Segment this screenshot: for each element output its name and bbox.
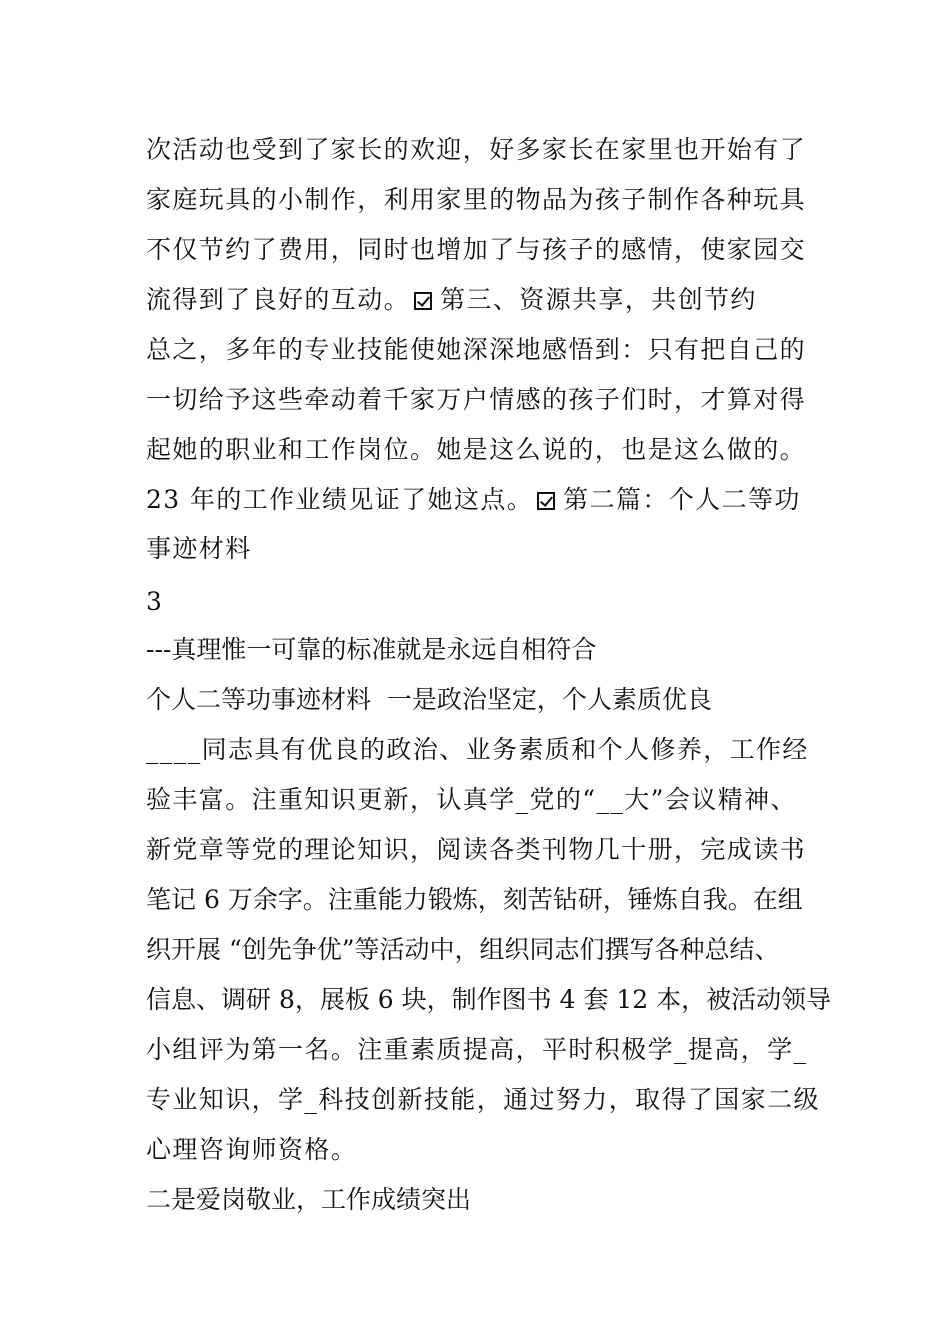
page-number: 3 xyxy=(146,587,164,616)
text-line: 织开展 “创先争优”等活动中，组织同志们撰写各种总结、 xyxy=(146,935,780,964)
text-line: ____同志具有优良的政治、业务素质和个人修养，工作经 xyxy=(146,735,809,764)
text-line: 总之，多年的专业技能使她深深地感悟到：只有把自己的 xyxy=(146,335,807,364)
text-line: 验丰富。注重知识更新，认真学_党的“__大”会议精神、 xyxy=(146,785,797,814)
section-heading: 二是爱岗敬业，工作成绩突出 xyxy=(146,1185,472,1214)
text-line: 新党章等党的理论知识，阅读各类刊物几十册，完成读书 xyxy=(146,835,807,864)
text-segment: 第三、资源共享，共创节约 xyxy=(440,285,757,314)
text-segment: 流得到了良好的互动。 xyxy=(146,285,411,314)
text-segment: 23 年的工作业绩见证了她这点。 xyxy=(146,485,534,514)
text-line-with-checkbox xyxy=(146,483,801,517)
text-line: 信息、调研 8，展板 6 块，制作图书 4 套 12 本，被活动领导 xyxy=(146,985,832,1014)
text-line: 不仅节约了费用，同时也增加了与孩子的感情，使家园交 xyxy=(146,235,807,264)
checkbox-icon xyxy=(537,492,555,510)
text-line: 事迹材料 xyxy=(146,534,252,563)
text-segment: 第二篇：个人二等功 xyxy=(563,485,801,514)
text-line: 家庭玩具的小制作，利用家里的物品为孩子制作各种玩具 xyxy=(146,185,807,214)
text-line: 小组评为第一名。注重素质提高，平时积极学_提高，学_ xyxy=(146,1035,808,1064)
section-heading: 个人二等功事迹材料 一是政治坚定，个人素质优良 xyxy=(146,685,712,714)
text-line: 起她的职业和工作岗位。她是这么说的，也是这么做的。 xyxy=(146,435,807,464)
text-line-with-checkbox xyxy=(146,283,757,317)
text-line: 次活动也受到了家长的欢迎，好多家长在家里也开始有了 xyxy=(146,135,807,164)
text-line: 心理咨询师资格。 xyxy=(146,1135,358,1164)
text-line: 笔记 6 万余字。注重能力锻炼，刻苦钻研，锤炼自我。在组 xyxy=(146,885,803,914)
text-line: 专业知识，学_科技创新技能，通过努力，取得了国家二级 xyxy=(146,1085,820,1114)
quote-line: ---真理惟一可靠的标准就是永远自相符合 xyxy=(146,635,597,664)
checkbox-icon xyxy=(414,292,432,310)
text-line: 一切给予这些牵动着千家万户情感的孩子们时，才算对得 xyxy=(146,385,807,414)
